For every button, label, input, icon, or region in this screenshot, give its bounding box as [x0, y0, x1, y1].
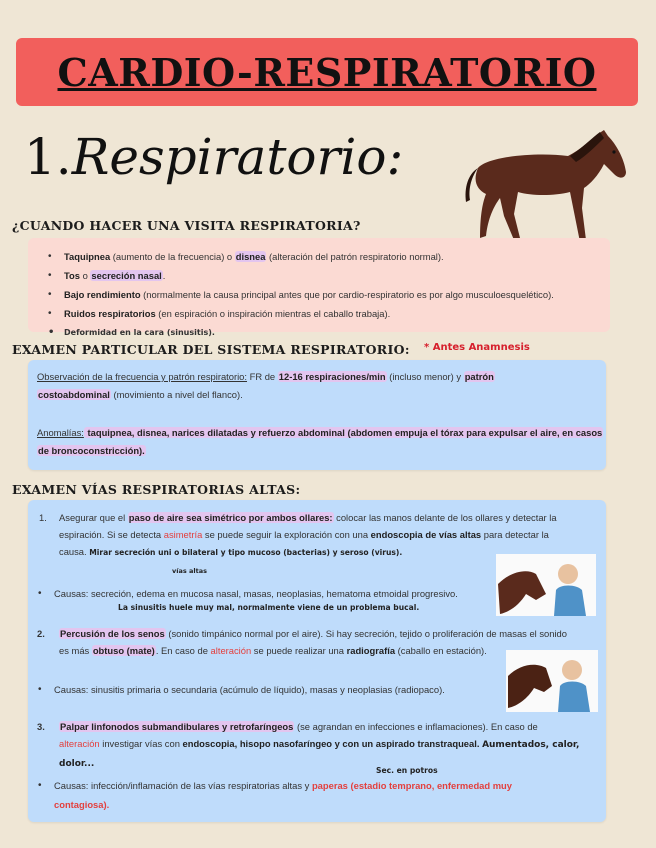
section-number: 1.	[24, 128, 72, 186]
respiratory-rate-paragraph: Observación de la frecuencia y patrón respiratorio: FR de 12-16 respiraciones/min (incluso menor) y patrón costoabdominal (movimiento a nivel del flanco).	[37, 371, 494, 400]
list-item: • Ruidos respiratorios (en espiración o inspiración mientras el caballo trabaja).	[42, 304, 602, 323]
title-banner	[16, 38, 638, 106]
sinusitis-handnote: La sinusitis huele muy mal, normalmente viene de un problema bucal.	[118, 603, 420, 612]
horse-image	[458, 128, 630, 248]
vet-horse-photo-1	[496, 554, 596, 616]
airflow-item: 1. Asegurar que el paso de aire sea simétrico por ambos ollares: colocar las manos delante de los ollares y detectar la espiración. Si se detecta asimetría se puede seguir la exploración con una endoscopia de vías altas para detectar la causa. Mirar secreción uni o bilateral y tipo mucoso (bacterias) y seroso (virus).	[39, 512, 557, 557]
list-item: • Causas: sinusitis primaria o secundaria (acúmulo de líquido), masas y neoplasias (radiopaco).	[32, 680, 492, 699]
anomalies-paragraph: Anomalías: taquipnea, disnea, narices dilatadas y refuerzo abdominal (abdomen empuja el tórax para expulsar el aire, en casos de broncoconstricción).	[37, 427, 603, 456]
foals-handnote: Sec. en potros	[376, 766, 438, 775]
particular-exam-heading: EXAMEN PARTICULAR DEL SISTEMA RESPIRATORIO:	[12, 342, 410, 357]
causes-list-2	[32, 680, 492, 699]
when-to-visit-heading: ¿CUANDO HACER UNA VISITA RESPIRATORIA?	[12, 218, 361, 233]
upper-airway-box	[28, 500, 606, 822]
vet-horse-photo-2	[506, 650, 598, 712]
page-title: CARDIO-RESPIRATORIO	[57, 49, 597, 95]
list-item: • Taquipnea (aumento de la frecuencia) o disnea (alteración del patrón respiratorio normal).	[42, 247, 602, 266]
list-item: • Causas: infección/inflamación de las vías respiratorias altas y paperas (estadio temprano, enfermedad muy contagiosa).	[32, 776, 592, 814]
list-item: • Deformidad en la cara (sinusitis).	[42, 323, 602, 342]
signs-box	[28, 238, 610, 337]
particular-exam-box	[28, 360, 606, 470]
list-item: • Causas: secreción, edema en mucosa nasal, masas, neoplasias, hematoma etmoidal progresivo.	[32, 584, 492, 603]
causes-list-1	[32, 584, 492, 603]
section-name: Respiratorio:	[71, 128, 404, 186]
causes-list-3	[32, 776, 592, 814]
lymph-node-item: 3. Palpar linfonodos submandibulares y retrofaríngeos (se agrandan en infecciones e inflamaciones). En caso de alteración investigar vías con endoscopia, hisopo nasofaríngeo y con un aspirado transtraqueal. Aumentados, calor, dolor...	[37, 721, 580, 769]
before-anamnesis-note: * Antes Anamnesis	[424, 342, 530, 353]
signs-list	[42, 247, 602, 342]
airway-handnote: vías altas	[172, 567, 207, 575]
sinus-percussion-item: 2. Percusión de los senos (sonido timpánico normal por el aire). Si hay secreción, tejido o proliferación de masas el sonido es más obtuso (mate). En caso de alteración se puede realizar una radiografía (caballo en estación).	[37, 628, 567, 656]
upper-airway-exam-heading: EXAMEN VÍAS RESPIRATORIAS ALTAS:	[12, 482, 301, 497]
section-heading	[24, 128, 403, 186]
list-item: • Bajo rendimiento (normalmente la causa principal antes que por cardio-respiratorio es por algo musculoesquelético).	[42, 285, 602, 304]
list-item: • Tos o secreción nasal.	[42, 266, 602, 285]
